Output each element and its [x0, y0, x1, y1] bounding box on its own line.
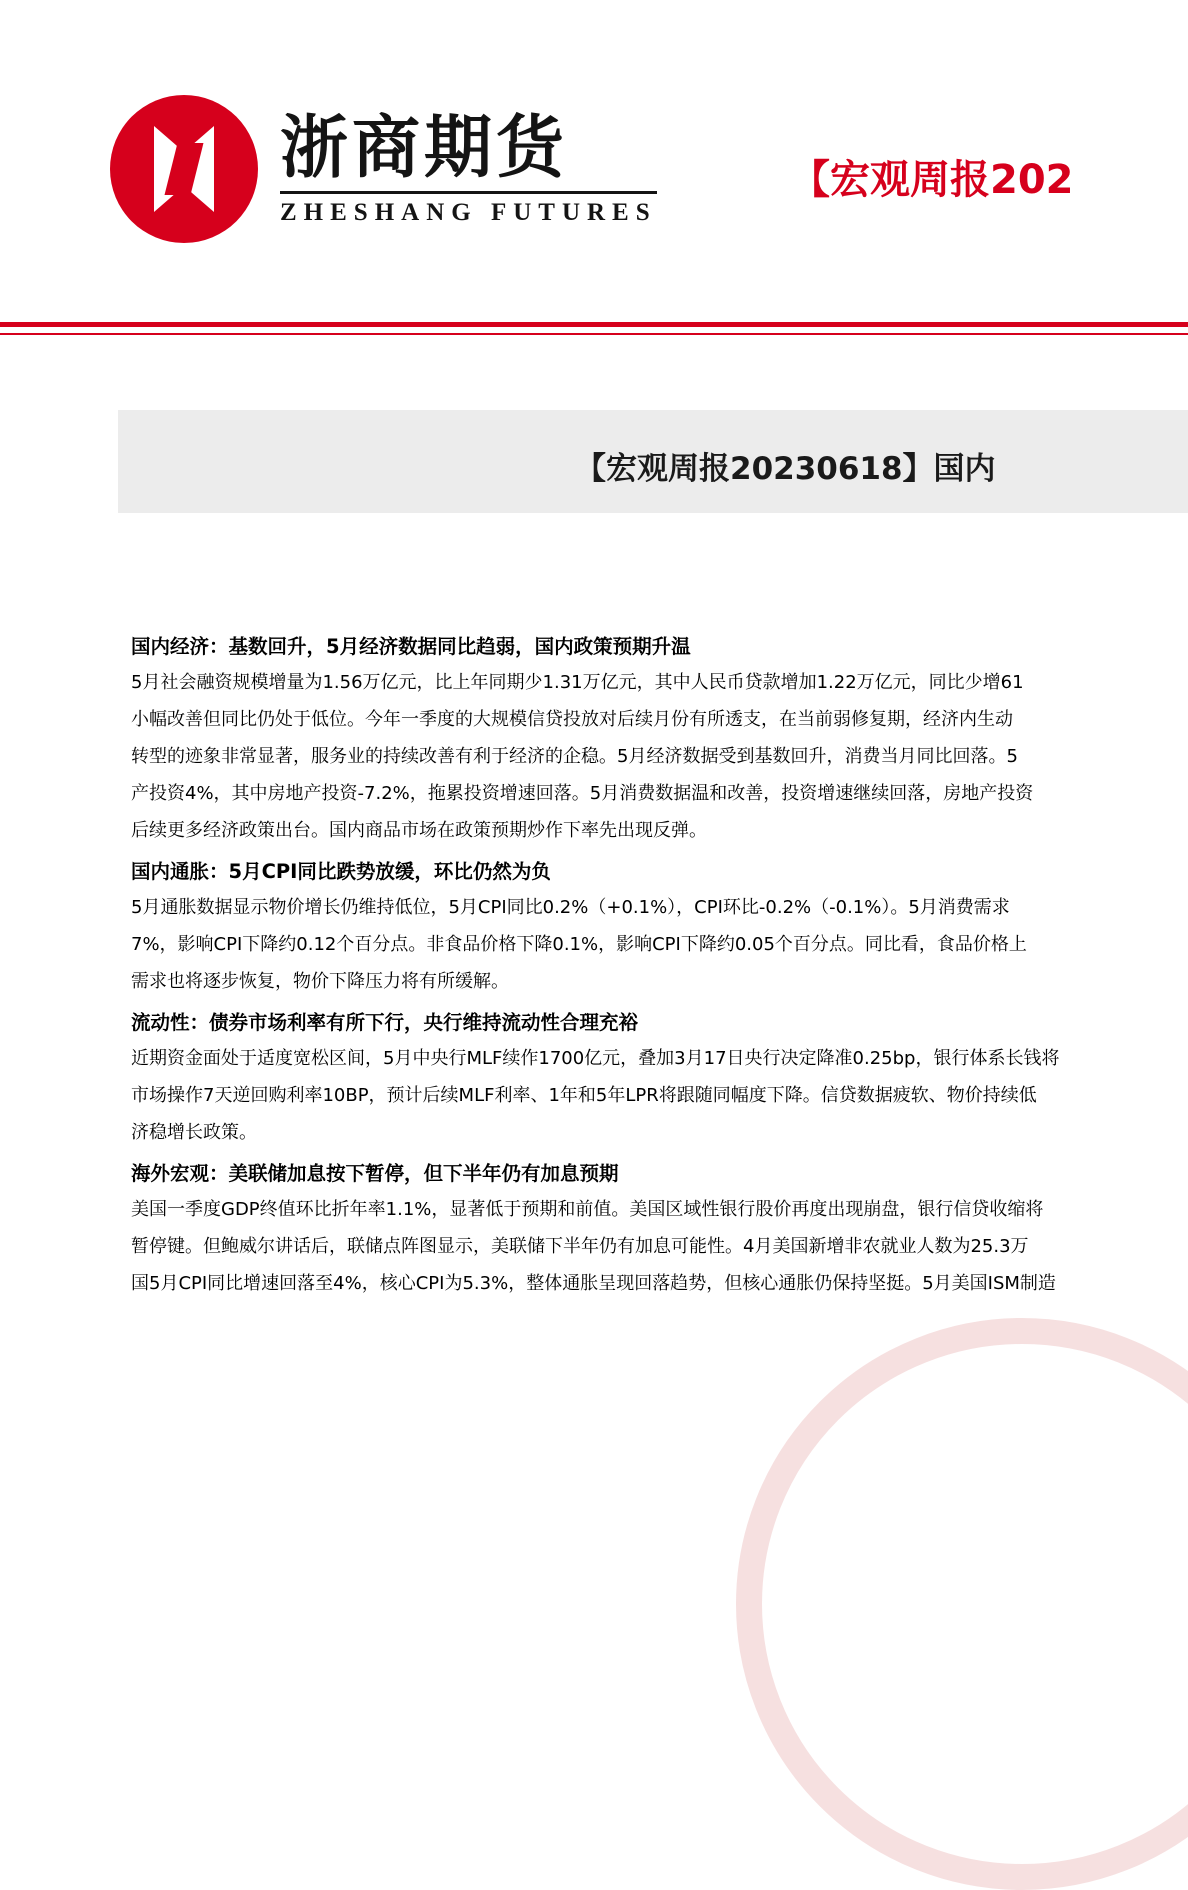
decorative-arc — [736, 1318, 1188, 1890]
paragraph-line: 国5月CPI同比增速回落至4%，核心CPI为5.3%，整体通胀呈现回落趋势，但核心通胀仍保持坚挺。5月美国ISM制造 — [131, 1273, 1056, 1294]
zheshang-logo-icon — [110, 95, 258, 243]
paragraph-line: 暂停键。但鲍威尔讲话后，联储点阵图显示，美联储下半年仍有加息可能性。4月美国新增非农就业人数为25.3万 — [131, 1236, 1029, 1257]
paragraph-line: 5月通胀数据显示物价增长仍维持低位，5月CPI同比0.2%（+0.1%），CPI环比-0.2%（-0.1%）。5月消费需求 — [131, 897, 1010, 918]
paragraph-line: 7%，影响CPI下降约0.12个百分点。非食品价格下降0.1%，影响CPI下降约0.05个百分点。同比看，食品价格上 — [131, 934, 1027, 955]
logo-chinese-name: 浙商期货 — [280, 108, 569, 188]
paragraph-line: 5月社会融资规模增量为1.56万亿元，比上年同期少1.31万亿元，其中人民币贷款增加1.22万亿元，同比少增61 — [131, 672, 1024, 693]
page-header — [0, 0, 1188, 330]
section-heading-domestic-economy: 国内经济：基数回升，5月经济数据同比趋弱，国内政策预期升温 — [131, 635, 691, 658]
page-title: 【宏观周报20230618】国内 — [575, 451, 996, 487]
header-rule-thick — [0, 322, 1188, 327]
paragraph-line: 小幅改善但同比仍处于低位。今年一季度的大规模信贷投放对后续月份有所透支，在当前弱修复期，经济内生动 — [131, 709, 1013, 730]
document-body — [131, 630, 1188, 1302]
paragraph-line: 后续更多经济政策出台。国内商品市场在政策预期炒作下率先出现反弹。 — [131, 820, 707, 841]
paragraph-line: 济稳增长政策。 — [131, 1122, 257, 1143]
section-heading-overseas-macro: 海外宏观：美联储加息按下暂停，但下半年仍有加息预期 — [131, 1162, 619, 1185]
paragraph-line: 需求也将逐步恢复，物价下降压力将有所缓解。 — [131, 971, 509, 992]
logo-wordmark — [280, 108, 657, 227]
header-rule-thin — [0, 333, 1188, 335]
logo-english-name: ZHESHANG FUTURES — [280, 191, 657, 227]
paragraph-line: 市场操作7天逆回购利率10BP，预计后续MLF利率、1年和5年LPR将跟随同幅度下降。信贷数据疲软、物价持续低 — [131, 1085, 1037, 1106]
paragraph-line: 美国一季度GDP终值环比折年率1.1%，显著低于预期和前值。美国区域性银行股价再度出现崩盘，银行信贷收缩将 — [131, 1199, 1044, 1220]
company-logo — [110, 95, 657, 243]
paragraph-line: 产投资4%，其中房地产投资-7.2%，拖累投资增速回落。5月消费数据温和改善，投资增速继续回落，房地产投资 — [131, 783, 1034, 804]
paragraph-line: 近期资金面处于适度宽松区间，5月中央行MLF续作1700亿元，叠加3月17日央行决定降准0.25bp，银行体系长钱将 — [131, 1048, 1060, 1069]
section-heading-domestic-inflation: 国内通胀：5月CPI同比跌势放缓，环比仍然为负 — [131, 860, 551, 883]
header-report-title: 【宏观周报202 — [790, 157, 1074, 203]
paragraph-line: 转型的迹象非常显著，服务业的持续改善有利于经济的企稳。5月经济数据受到基数回升，消费当月同比回落。5 — [131, 746, 1018, 767]
section-heading-liquidity: 流动性：债券市场利率有所下行，央行维持流动性合理充裕 — [131, 1011, 639, 1034]
